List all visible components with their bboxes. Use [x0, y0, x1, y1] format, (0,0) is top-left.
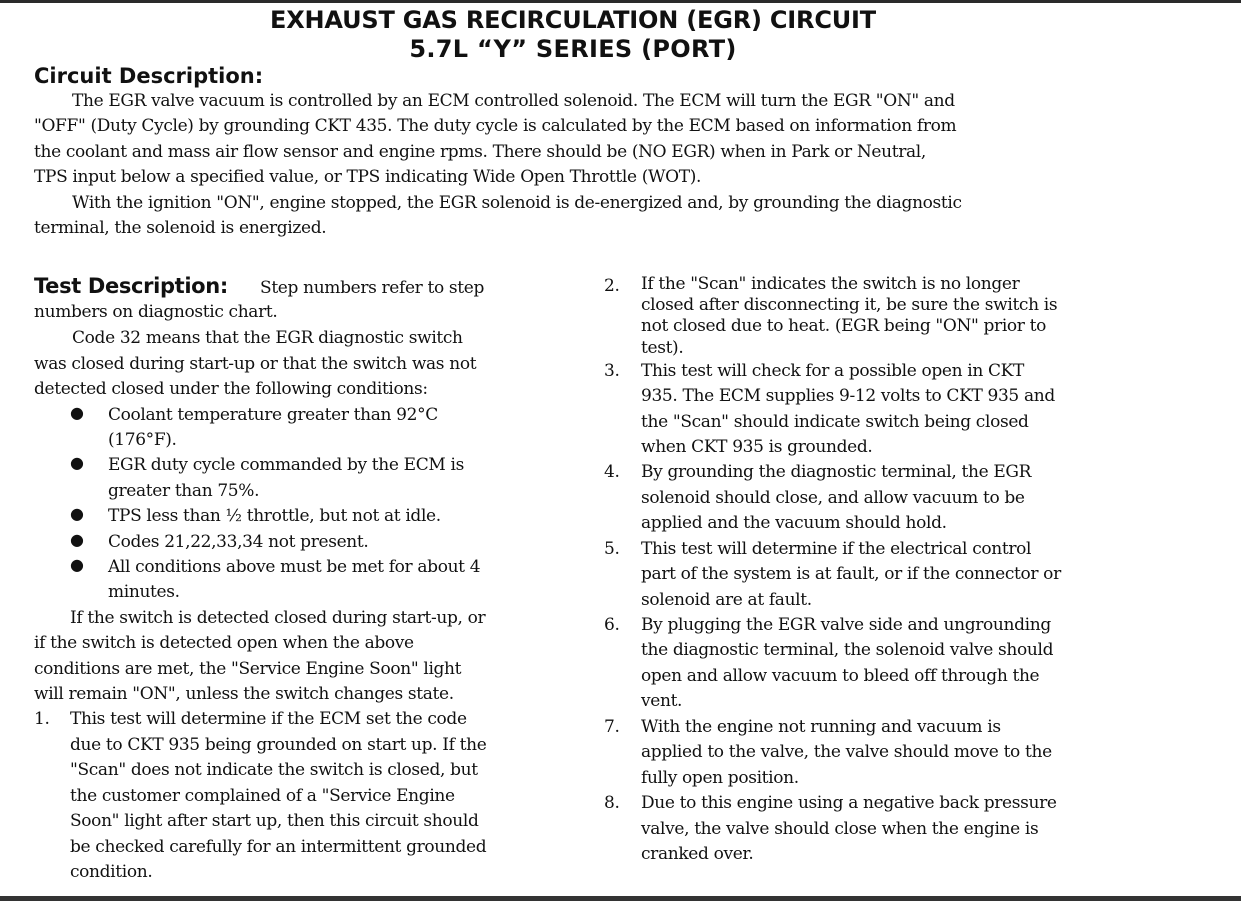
step-line: This test will determine if the ECM set the code: [70, 709, 467, 729]
bullet-marker: ●: [70, 530, 84, 549]
circuit-line: With the ignition "ON", engine stopped, the EGR solenoid is de-energized and, by grounding the diagnostic: [72, 193, 962, 213]
condition-line: (176°F).: [108, 430, 177, 450]
after-line: will remain "ON", unless the switch changes state.: [34, 684, 454, 704]
after-line: conditions are met, the "Service Engine Soon" light: [34, 659, 462, 679]
circuit-line: terminal, the solenoid is energized.: [34, 218, 327, 238]
step-line: fully open position.: [641, 768, 799, 788]
test-intro-line: detected closed under the following conditions:: [34, 379, 428, 399]
step-number: 8.: [604, 793, 620, 813]
condition-line: EGR duty cycle commanded by the ECM is: [108, 455, 464, 475]
step-line: test).: [641, 338, 684, 358]
test-description-first-line: [34, 274, 484, 302]
circuit-line: TPS input below a specified value, or TPS indicating Wide Open Throttle (WOT).: [34, 167, 702, 187]
test-intro-line: Code 32 means that the EGR diagnostic switch: [72, 328, 463, 348]
condition-line: TPS less than ½ throttle, but not at idle.: [108, 506, 441, 526]
step-number: 1.: [34, 709, 50, 729]
test-intro-line: numbers on diagnostic chart.: [34, 302, 278, 322]
step-line: due to CKT 935 being grounded on start up. If the: [70, 735, 487, 755]
step-line: applied to the valve, the valve should move to the: [641, 742, 1052, 762]
step-line: By grounding the diagnostic terminal, the EGR: [641, 462, 1032, 482]
step-line: when CKT 935 is grounded.: [641, 437, 873, 457]
step-line: not closed due to heat. (EGR being "ON" prior to: [641, 316, 1047, 336]
page-title: EXHAUST GAS RECIRCULATION (EGR) CIRCUIT: [270, 6, 876, 34]
condition-line: Codes 21,22,33,34 not present.: [108, 532, 369, 552]
step-number: 6.: [604, 615, 620, 635]
test-description-heading: Test Description:: [34, 274, 228, 298]
step-line: This test will check for a possible open in CKT: [641, 361, 1025, 381]
step-number: 3.: [604, 361, 620, 381]
step-line: closed after disconnecting it, be sure the switch is: [641, 295, 1058, 315]
step-line: vent.: [641, 691, 683, 711]
circuit-line: the coolant and mass air flow sensor and engine rpms. There should be (NO EGR) when in Park or Neutral,: [34, 142, 926, 162]
bullet-marker: ●: [70, 403, 84, 422]
step-number: 2.: [604, 276, 620, 296]
top-border: [0, 0, 1241, 3]
circuit-line: The EGR valve vacuum is controlled by an ECM controlled solenoid. The ECM will turn the EGR "ON" and: [72, 91, 955, 111]
step-number: 4.: [604, 462, 620, 482]
step-line: This test will determine if the electrical control: [641, 539, 1032, 559]
page-subtitle: 5.7L “Y” SERIES (PORT): [409, 35, 737, 63]
after-line: if the switch is detected open when the above: [34, 633, 414, 653]
step-line: the "Scan" should indicate switch being closed: [641, 412, 1029, 432]
step-line: applied and the vacuum should hold.: [641, 513, 947, 533]
test-intro-text: Step numbers refer to step: [260, 278, 485, 298]
step-line: the customer complained of a "Service Engine: [70, 786, 455, 806]
step-line: valve, the valve should close when the engine is: [641, 819, 1039, 839]
bullet-marker: ●: [70, 504, 84, 523]
condition-line: greater than 75%.: [108, 481, 260, 501]
step-line: condition.: [70, 862, 153, 882]
step-line: cranked over.: [641, 844, 754, 864]
step-line: With the engine not running and vacuum is: [641, 717, 1001, 737]
test-intro-line: was closed during start-up or that the switch was not: [34, 354, 477, 374]
step-line: "Scan" does not indicate the switch is closed, but: [70, 760, 478, 780]
step-line: solenoid are at fault.: [641, 590, 812, 610]
step-line: be checked carefully for an intermittent grounded: [70, 837, 487, 857]
step-line: part of the system is at fault, or if the connector or: [641, 564, 1061, 584]
step-line: 935. The ECM supplies 9-12 volts to CKT 935 and: [641, 386, 1055, 406]
circuit-description-heading: Circuit Description:: [34, 64, 264, 88]
bullet-marker: ●: [70, 555, 84, 574]
circuit-line: "OFF" (Duty Cycle) by grounding CKT 435. The duty cycle is calculated by the ECM based on information from: [34, 116, 957, 136]
step-line: If the "Scan" indicates the switch is no longer: [641, 274, 1020, 294]
step-line: Soon" light after start up, then this circuit should: [70, 811, 479, 831]
condition-line: minutes.: [108, 582, 180, 602]
after-line: If the switch is detected closed during start-up, or: [70, 608, 486, 628]
condition-line: All conditions above must be met for about 4: [108, 557, 481, 577]
step-line: open and allow vacuum to bleed off through the: [641, 666, 1040, 686]
step-number: 5.: [604, 539, 620, 559]
step-number: 7.: [604, 717, 620, 737]
step-line: By plugging the EGR valve side and ungrounding: [641, 615, 1051, 635]
step-line: Due to this engine using a negative back pressure: [641, 793, 1057, 813]
condition-line: Coolant temperature greater than 92°C: [108, 405, 438, 425]
step-line: solenoid should close, and allow vacuum to be: [641, 488, 1025, 508]
step-line: the diagnostic terminal, the solenoid valve should: [641, 640, 1054, 660]
bottom-border: [0, 896, 1241, 901]
bullet-marker: ●: [70, 453, 84, 472]
